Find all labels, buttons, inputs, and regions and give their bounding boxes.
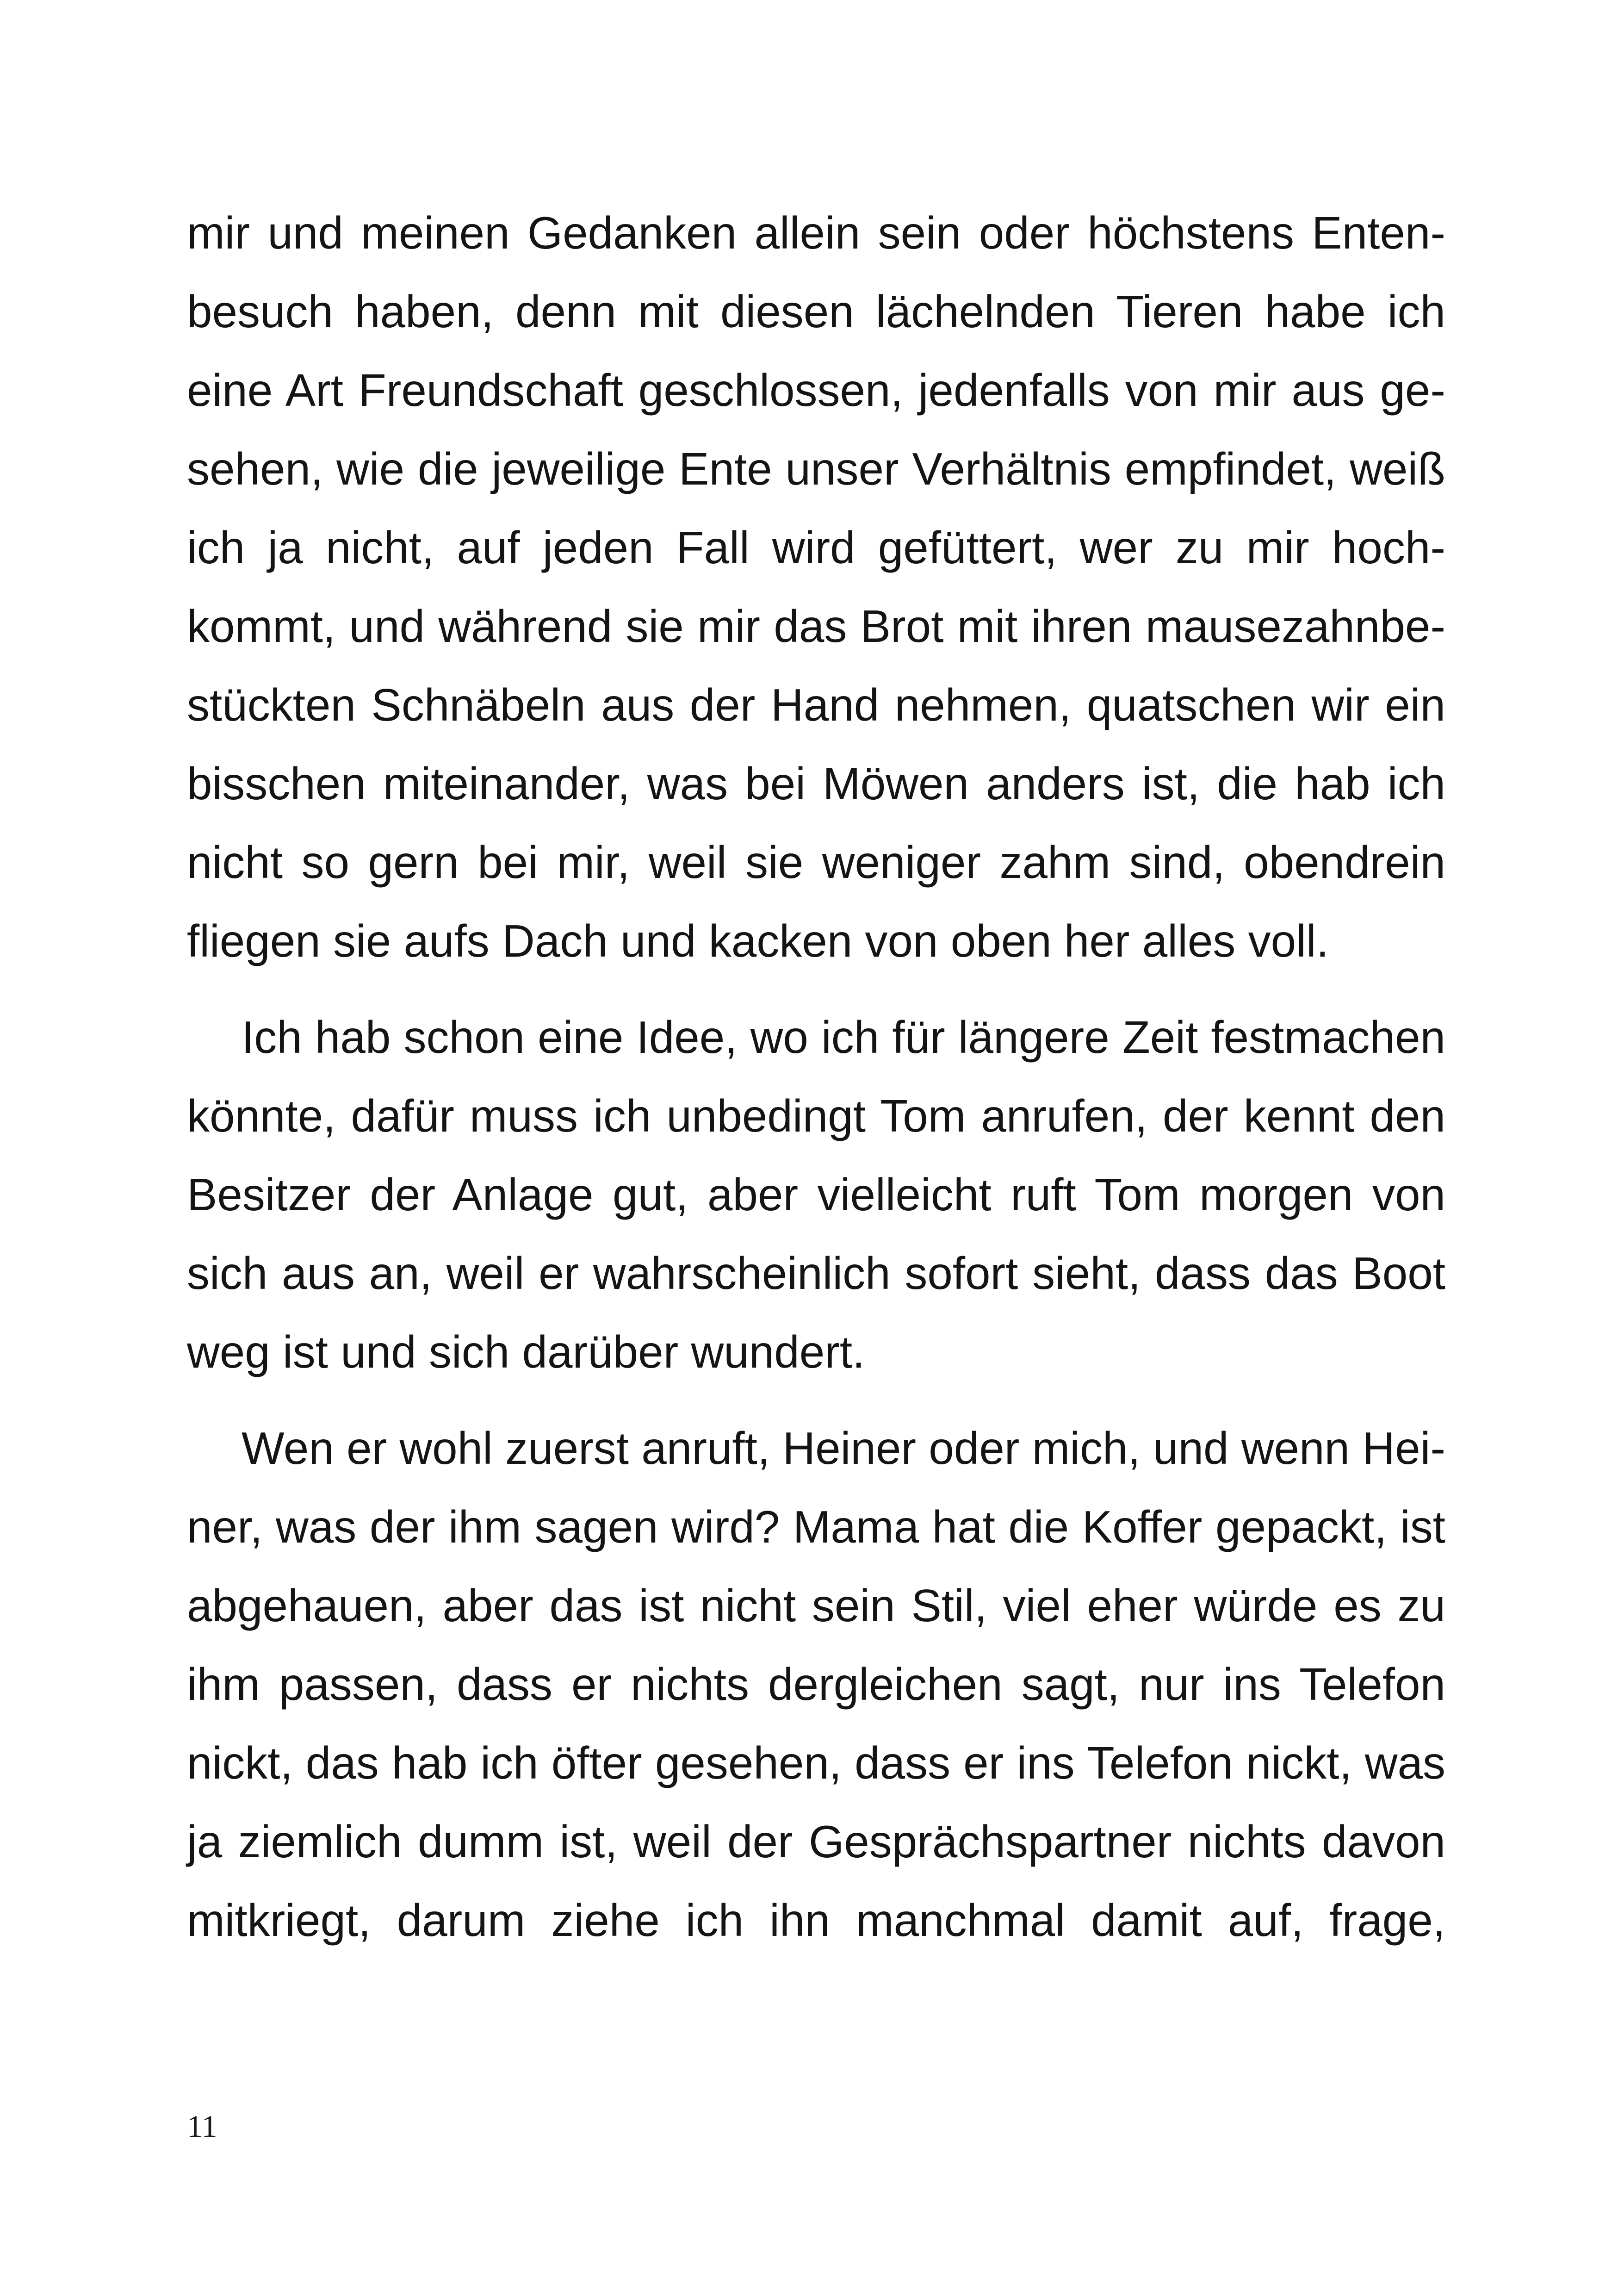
text-line: mitkriegt, darum ziehe ich ihn manchmal damit auf, frage, <box>187 1895 1445 1946</box>
text-line: Ich hab schon eine Idee, wo ich für längere Zeit festmachen <box>242 1012 1445 1063</box>
page-number: 11 <box>187 2109 217 2144</box>
text-line: sehen, wie die jeweilige Ente unser Verhältnis empfindet, weiß <box>187 443 1445 494</box>
text-line: eine Art Freundschaft geschlossen, jedenfalls von mir aus ge- <box>187 365 1445 416</box>
paragraph-gap <box>187 980 1445 998</box>
text-line: besuch haben, denn mit diesen lächelnden Tieren habe ich <box>187 286 1445 337</box>
text-line: sich aus an, weil er wahrscheinlich sofort sieht, dass das Boot <box>187 1248 1445 1299</box>
text-line: ihm passen, dass er nichts dergleichen sagt, nur ins Telefon <box>187 1659 1445 1710</box>
text-line: abgehauen, aber das ist nicht sein Stil, viel eher würde es zu <box>187 1580 1445 1631</box>
text-line: könnte, dafür muss ich unbedingt Tom anrufen, der kennt den <box>187 1090 1445 1141</box>
text-line: ner, was der ihm sagen wird? Mama hat die Koffer gepackt, ist <box>187 1501 1445 1552</box>
text-line: Wen er wohl zuerst anruft, Heiner oder mich, und wenn Hei- <box>242 1423 1445 1474</box>
body-text <box>187 193 1445 1960</box>
text-line: nickt, das hab ich öfter gesehen, dass er ins Telefon nickt, was <box>187 1737 1445 1788</box>
text-line: bisschen miteinander, was bei Möwen anders ist, die hab ich <box>187 758 1445 809</box>
text-line: fliegen sie aufs Dach und kacken von oben her alles voll. <box>187 915 1329 966</box>
text-line: weg ist und sich darüber wundert. <box>187 1326 865 1377</box>
text-line: ich ja nicht, auf jeden Fall wird gefüttert, wer zu mir hoch- <box>187 522 1445 573</box>
text-line: stückten Schnäbeln aus der Hand nehmen, quatschen wir ein <box>187 679 1445 730</box>
paragraph-gap <box>187 1391 1445 1409</box>
text-line: Besitzer der Anlage gut, aber vielleicht ruft Tom morgen von <box>187 1169 1445 1220</box>
text-line: nicht so gern bei mir, weil sie weniger zahm sind, obendrein <box>187 837 1445 888</box>
text-line: kommt, und während sie mir das Brot mit ihren mausezahnbe- <box>187 601 1445 652</box>
text-line: ja ziemlich dumm ist, weil der Gesprächspartner nichts davon <box>187 1816 1445 1867</box>
text-line: mir und meinen Gedanken allein sein oder höchstens Enten- <box>187 207 1445 258</box>
